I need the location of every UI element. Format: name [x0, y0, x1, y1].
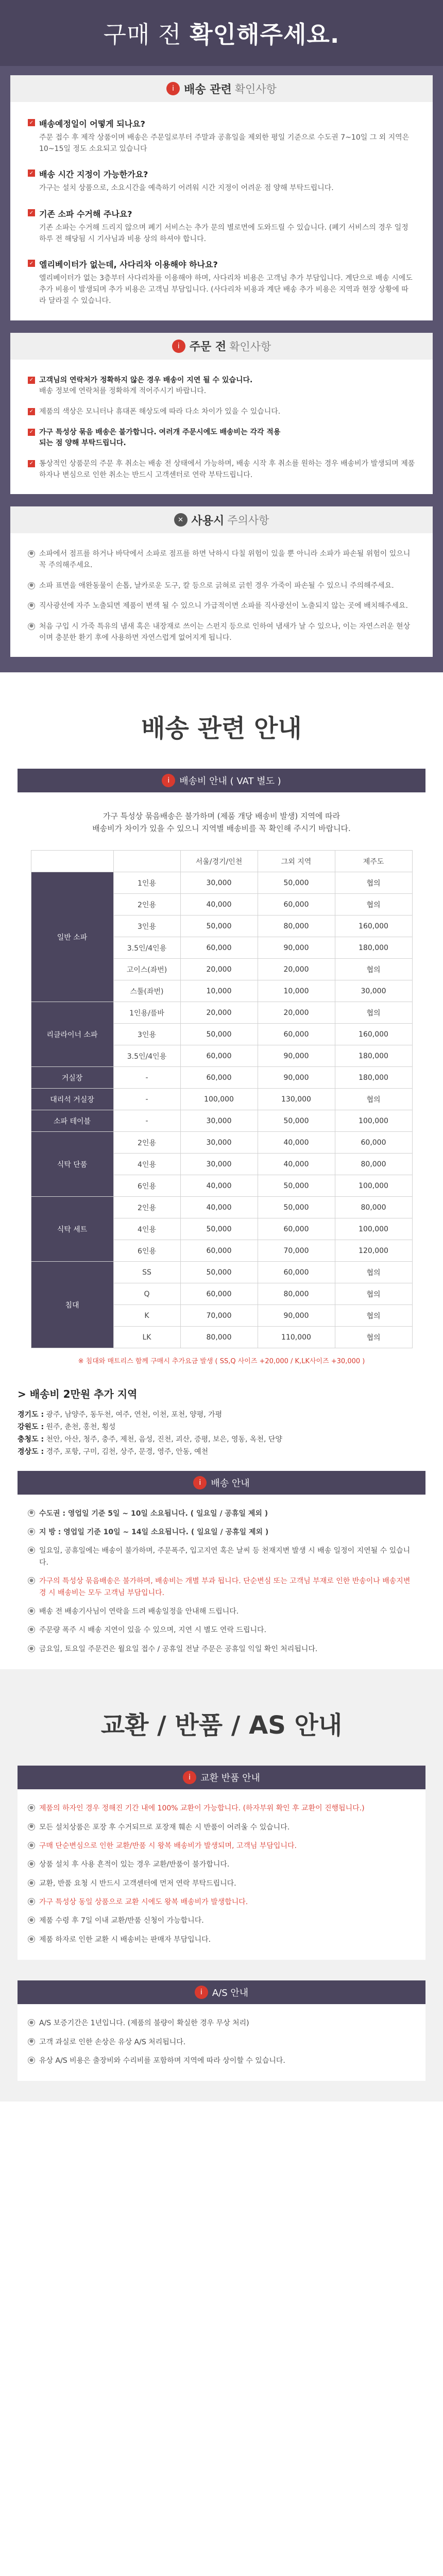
fee-cell: 60,000: [180, 1283, 258, 1305]
size-cell: 2인용: [113, 1132, 180, 1154]
bullet-icon: ●: [28, 582, 35, 589]
size-cell: 6인용: [113, 1175, 180, 1197]
category-cell: 대리석 거실장: [31, 1089, 113, 1110]
ship-line: ● 주문량 폭주 시 배송 지연이 있을 수 있으며, 지연 시 별도 연락 드립니다.: [28, 1624, 415, 1636]
return-section-title: 교환 / 반품 / AS 안내: [0, 1669, 443, 1766]
fee-bar: i 배송비 안내 ( VAT 별도 ): [18, 769, 425, 792]
fee-cell: 70,000: [180, 1305, 258, 1327]
table-row: [31, 1262, 412, 1283]
bullet-icon: ●: [28, 2019, 35, 2026]
return-line: ● 제품 수령 후 7일 이내 교환/반품 신청이 가능합니다.: [28, 1915, 415, 1926]
bullet-icon: ●: [28, 1804, 35, 1811]
delivery-card-body: [10, 102, 433, 320]
fee-cell: 180,000: [335, 937, 412, 959]
fee-cell: 180,000: [335, 1045, 412, 1067]
fee-cell: 50,000: [258, 1110, 335, 1132]
fee-cell: 90,000: [258, 1045, 335, 1067]
ship-line: ● 수도권 : 영업일 기준 5일 ~ 10일 소요됩니다. ( 일요일 / 공휴일 제외 ): [28, 1508, 415, 1519]
fee-cell: 60,000: [258, 1218, 335, 1240]
caution-item: ● 소파에서 점프를 하거나 바닥에서 소파로 점프를 하면 낙하시 다칠 위험이 있을 뿐 아니라 소파가 파손될 위험이 있으니 꼭 주의해주세요.: [28, 549, 415, 571]
shipping-section-title: 배송 관련 안내: [141, 714, 302, 743]
fee-cell: 협의: [335, 1283, 412, 1305]
size-cell: 3.5인/4인용: [113, 1045, 180, 1067]
fee-cell: 10,000: [180, 980, 258, 1002]
fee-cell: 50,000: [258, 1175, 335, 1197]
fee-cell: 40,000: [258, 1154, 335, 1175]
ship-line: ● 배송 전 배송기사님이 연락을 드려 배송일정을 안내해 드립니다.: [28, 1606, 415, 1617]
ship-line: ● 금요일, 토요일 주문건은 월요일 접수 / 공휴일 전날 주문은 공휴일 익일 확인 처리됩니다.: [28, 1643, 415, 1655]
fee-table: [31, 850, 413, 1348]
table-row: [31, 1110, 412, 1132]
extra-fee-areas: > 배송비 2만원 추가 지역 경기도 : 광주, 남양주, 동두천, 여주, 연천, 이천, 포천, 양평, 가평 강원도 : 원주, 춘천, 홍천, 횡성 충청도 : 천안, 아산, 청주, 충주, 제천, 음성, 진천, 괴산, 증평, 보은, 영동, 옥천, 단양 경상도 : 경주, 포항, 구미, 김천, 상주, 문경, 영주, 안동, 예천: [18, 1381, 425, 1470]
table-row: [31, 1067, 412, 1089]
fee-cell: 40,000: [258, 1132, 335, 1154]
fee-cell: 30,000: [180, 1132, 258, 1154]
fee-cell: 30,000: [180, 872, 258, 894]
size-cell: -: [113, 1067, 180, 1089]
table-row: [31, 872, 412, 894]
size-cell: 3.5인/4인용: [113, 937, 180, 959]
check-icon: ✓: [28, 119, 35, 126]
size-cell: -: [113, 1089, 180, 1110]
bullet-icon: ●: [28, 1607, 35, 1615]
category-cell: 거실장: [31, 1067, 113, 1089]
fee-cell: 90,000: [258, 1067, 335, 1089]
bullet-icon: ●: [28, 550, 35, 557]
as-info: [18, 2004, 425, 2081]
as-bar: i A/S 안내: [18, 1980, 425, 2004]
notice-item: ✓ 가구 특성상 묶음 배송은 불가합니다. 여러개 주문시에도 배송비는 각각 적용 되는 점 양해 부탁드립니다.: [28, 427, 415, 449]
bullet-icon: ●: [28, 1917, 35, 1924]
fee-cell: 80,000: [258, 916, 335, 937]
category-cell: 식탁 세트: [31, 1197, 113, 1262]
size-cell: Q: [113, 1283, 180, 1305]
fee-cell: 협의: [335, 1002, 412, 1024]
fee-cell: 20,000: [180, 1002, 258, 1024]
fee-cell: 50,000: [180, 1024, 258, 1045]
info-icon: i: [166, 82, 180, 95]
fee-cell: 80,000: [335, 1154, 412, 1175]
as-line: ● A/S 보증기간은 1년입니다. (제품의 불량이 확실한 경우 무상 처리): [28, 2018, 415, 2029]
fee-cell: 협의: [335, 1262, 412, 1283]
bullet-icon: ●: [28, 1823, 35, 1831]
bullet-icon: ●: [28, 2038, 35, 2045]
fee-cell: 160,000: [335, 1024, 412, 1045]
check-icon: ✓: [28, 209, 35, 216]
fee-cell: 협의: [335, 1305, 412, 1327]
faq-item: ✓ 배송예정일이 어떻게 되나요? 주문 접수 후 제작 상품이며 배송은 주문일로부터 주말과 공휴일을 제외한 평일 기준으로 수도권 7~10일 그 외 지역은 10~15일 정도 소요되고 있습니다: [28, 117, 415, 155]
caution-item: ● 소파 표면을 애완동물이 손톱, 날카로운 도구, 칼 등으로 긁혀로 긁힌 경우 가죽이 파손될 수 있으니 주의해주세요.: [28, 581, 415, 592]
return-line: ● 교환, 반품 요청 시 반드시 고객센터에 먼저 연락 부탁드립니다.: [28, 1878, 415, 1889]
size-cell: 4인용: [113, 1154, 180, 1175]
fee-cell: 협의: [335, 959, 412, 980]
bullet-icon: ●: [28, 1936, 35, 1943]
fee-cell: 110,000: [258, 1327, 335, 1348]
faq-item: ✓ 기존 소파 수거해 주나요? 기존 소파는 수거해 드리지 않으며 폐기 서비스는 추가 문의 별로면에 도와드릴 수 있습니다. (폐기 서비스의 경우 일정 하루 전 해당됨 시 기사님과 비용 상의 하셔야 합니다.: [28, 208, 415, 245]
use-card-body: [10, 533, 433, 657]
fee-cell: 100,000: [180, 1089, 258, 1110]
info-icon: i: [195, 1986, 208, 1999]
fee-cell: 100,000: [335, 1175, 412, 1197]
category-cell: 침대: [31, 1262, 113, 1348]
size-cell: 1인용/플바: [113, 1002, 180, 1024]
size-cell: SS: [113, 1262, 180, 1283]
fee-cell: 30,000: [180, 1154, 258, 1175]
fee-cell: 60,000: [258, 1024, 335, 1045]
close-icon: ✕: [174, 513, 188, 527]
fee-cell: 20,000: [180, 959, 258, 980]
bullet-icon: ●: [28, 623, 35, 630]
return-line: ● 가구 특성상 동일 상품으로 교환 시에도 왕복 배송비가 발생합니다.: [28, 1896, 415, 1908]
fee-cell: 40,000: [180, 894, 258, 916]
table-row: [31, 1089, 412, 1110]
fee-cell: 60,000: [258, 894, 335, 916]
category-cell: 일반 소파: [31, 872, 113, 1002]
fee-cell: 160,000: [335, 916, 412, 937]
size-cell: -: [113, 1110, 180, 1132]
ship-line: ● 가구의 특성상 묶음배송은 불가하며, 배송비는 개별 부과 됩니다. 단순변심 또는 고객님 부재로 인한 반송이나 배송지변경 시 배송비는 모두 고객님 부담입니다.: [28, 1575, 415, 1599]
fee-cell: 130,000: [258, 1089, 335, 1110]
bullet-icon: ●: [28, 602, 35, 609]
shipping-section: [0, 769, 443, 1669]
fee-cell: 60,000: [335, 1132, 412, 1154]
notice-item: ✓ 통상적인 상품문의 주문 후 취소는 배송 전 상태에서 가능하며, 배송 시작 후 취소를 원하는 경우 배송비가 발생되며 제품 하자나 변심으로 인한 취소는 반드시 고객센터로 연락 부탁드립니다.: [28, 459, 415, 481]
fee-cell: 협의: [335, 1089, 412, 1110]
faq-item: ✓ 엘리베이터가 없는데, 사다리차 이용해야 하나요? 엘리베이터가 없는 3층부터 사다리차를 이용해야 하며, 사다리차 비용은 고객님 추가 부담입니다. 계단으로 배송 시에도 추가 비용이 발생되며 추가 비용은 고객님 부담입니다. (사다리차 비용과 계단 배송 추가 비용은 지역과 현장 상황에 따라 달라질 수 있습니다.: [28, 258, 415, 307]
fee-cell: 180,000: [335, 1067, 412, 1089]
return-bar: i 교환 반품 안내: [18, 1766, 425, 1789]
fee-cell: 60,000: [180, 937, 258, 959]
fee-cell: 30,000: [335, 980, 412, 1002]
hero-title: 구매 전 확인해주세요.: [103, 21, 340, 48]
table-row: [31, 1002, 412, 1024]
size-cell: LK: [113, 1327, 180, 1348]
table-header-row: 서울/경기/인천 그외 지역 제주도: [31, 851, 412, 872]
return-line: ● 구매 단순변심으로 인한 교환/반품 시 왕복 배송비가 발생되며, 고객님 부담입니다.: [28, 1840, 415, 1852]
faq-item: ✓ 배송 시간 지정이 가능한가요? 가구는 설치 상품으로, 소요시간을 예측하기 어려워 시간 지정이 어려운 점 양해 부탁드립니다.: [28, 168, 415, 194]
fee-cell: 40,000: [180, 1175, 258, 1197]
fee-cell: 90,000: [258, 937, 335, 959]
size-cell: 1인용: [113, 872, 180, 894]
fee-cell: 120,000: [335, 1240, 412, 1262]
info-icon: i: [162, 774, 175, 787]
fee-cell: 80,000: [180, 1327, 258, 1348]
fee-cell: 협의: [335, 872, 412, 894]
fee-cell: 100,000: [335, 1110, 412, 1132]
fee-cell: 50,000: [180, 916, 258, 937]
fee-cell: 80,000: [258, 1283, 335, 1305]
return-line: ● 상품 설치 후 사용 흔적이 있는 경우 교환/반품이 불가합니다.: [28, 1859, 415, 1870]
fee-cell: 60,000: [180, 1240, 258, 1262]
bullet-icon: ●: [28, 1842, 35, 1849]
fee-cell: 20,000: [258, 959, 335, 980]
fee-cell: 10,000: [258, 980, 335, 1002]
bullet-icon: ●: [28, 1577, 35, 1584]
table-row: [31, 1197, 412, 1218]
fee-cell: 90,000: [258, 1305, 335, 1327]
notice-item: ✓ 제품의 색상은 모니터나 휴대폰 해상도에 따라 다소 차이가 있을 수 있습니다.: [28, 406, 415, 418]
fee-cell: 60,000: [180, 1045, 258, 1067]
ship-line: ● 지 방 : 영업일 기준 10일 ~ 14일 소요됩니다. ( 일요일 / 공휴일 제외 ): [28, 1527, 415, 1538]
bullet-icon: ●: [28, 1898, 35, 1905]
notice-item: ✓ 고객님의 연락처가 정확하지 않은 경우 배송이 지연 될 수 있습니다. 배송 정보에 연락처를 정확하게 적어주시기 바랍니다.: [28, 375, 415, 397]
as-line: ● 고객 과실로 인한 손상은 유상 A/S 처리됩니다.: [28, 2037, 415, 2048]
use-card: [10, 506, 433, 657]
size-cell: K: [113, 1305, 180, 1327]
info-icon: i: [172, 340, 185, 353]
area-line: 충청도 : 천안, 아산, 청주, 충주, 제천, 음성, 진천, 괴산, 증평, 보은, 영동, 옥천, 단양: [18, 1435, 282, 1444]
size-cell: 4인용: [113, 1218, 180, 1240]
fee-cell: 20,000: [258, 1002, 335, 1024]
ship-info: [18, 1495, 425, 1670]
fee-cell: 50,000: [258, 872, 335, 894]
check-icon: ✓: [28, 170, 35, 177]
size-cell: 3인용: [113, 916, 180, 937]
caution-item: ● 처음 구입 시 가죽 특유의 냄새 혹은 내장재로 쓰이는 스펀지 등으로 인하여 냄새가 날 수 있으나, 이는 자연스러운 현상이며 충분한 환기 후에 사용하면 자연스럽게 없어지게 됩니다.: [28, 621, 415, 643]
bullet-icon: ●: [28, 1645, 35, 1652]
area-line: 강원도 : 원주, 춘천, 홍천, 횡성: [18, 1423, 116, 1432]
check-icon: ✓: [28, 260, 35, 267]
info-icon: i: [183, 1771, 196, 1784]
category-cell: 리클라이너 소파: [31, 1002, 113, 1067]
order-card-header: i 주문 전 확인사항: [10, 333, 433, 360]
table-row: [31, 1132, 412, 1154]
return-info: [18, 1789, 425, 1960]
bullet-icon: ●: [28, 1510, 35, 1517]
info-icon: i: [193, 1476, 207, 1489]
order-card-body: [10, 360, 433, 495]
use-card-header: ✕ 사용시 주의사항: [10, 506, 433, 533]
return-line: ● 제품 하자로 인한 교환 시 배송비는 판매자 부담입니다.: [28, 1934, 415, 1945]
bullet-icon: ●: [28, 1860, 35, 1868]
order-card: [10, 333, 433, 495]
return-section: [0, 1766, 443, 2102]
area-line: 경기도 : 광주, 남양주, 동두천, 여주, 연천, 이천, 포천, 양평, 가평: [18, 1411, 223, 1419]
check-icon: ✓: [28, 408, 35, 415]
size-cell: 2인용: [113, 894, 180, 916]
bullet-icon: ●: [28, 1528, 35, 1535]
fee-cell: 70,000: [258, 1240, 335, 1262]
hero-banner: [0, 0, 443, 66]
size-cell: 3인용: [113, 1024, 180, 1045]
fee-cell: 협의: [335, 894, 412, 916]
category-cell: 식탁 단품: [31, 1132, 113, 1197]
fee-cell: 협의: [335, 1327, 412, 1348]
fee-intro: 가구 특성상 묶음배송은 불가하며 (제품 개당 배송비 발생) 지역에 따라 배송비가 차이가 있을 수 있으니 지역별 배송비를 꼭 확인해 주시기 바랍니다.: [92, 811, 351, 834]
delivery-card-header: i 배송 관련 확인사항: [10, 75, 433, 102]
table-note: ※ 침대와 매트리스 함께 구매시 추가요금 발생 ( SS,Q 사이즈 +20,000 / K,LK사이즈 +30,000 ): [78, 1358, 365, 1366]
ship-line: ● 일요일, 공휴일에는 배송이 불가하며, 주문폭주, 입고지연 혹은 날씨 등 천재지변 발생 시 배송 일정이 지연될 수 있습니다.: [28, 1545, 415, 1568]
bullet-icon: ●: [28, 1547, 35, 1554]
notice-band: [0, 66, 443, 672]
fee-cell: 80,000: [335, 1197, 412, 1218]
delivery-card: [10, 75, 433, 320]
caution-item: ● 직사광선에 자주 노출되면 제품이 변색 될 수 있으니 가급적이면 소파를 직사광선이 노출되지 않는 곳에 배치해주세요.: [28, 601, 415, 612]
bullet-icon: ●: [28, 1626, 35, 1633]
fee-cell: 60,000: [258, 1262, 335, 1283]
return-line: ● 제품의 하자인 경우 정해진 기간 내에 100% 교환이 가능합니다. (하자부위 확인 후 교환이 진행됩니다.): [28, 1803, 415, 1814]
category-cell: 소파 테이블: [31, 1110, 113, 1132]
check-icon: ✓: [28, 377, 35, 384]
size-cell: 2인용: [113, 1197, 180, 1218]
bullet-icon: ●: [28, 1879, 35, 1887]
fee-cell: 100,000: [335, 1218, 412, 1240]
ship-bar: i 배송 안내: [18, 1471, 425, 1495]
as-line: ● 유상 A/S 비용은 출장비와 수리비를 포함하며 지역에 따라 상이할 수 있습니다.: [28, 2055, 415, 2066]
check-icon: ✓: [28, 460, 35, 467]
size-cell: 고이스(좌번): [113, 959, 180, 980]
area-line: 경상도 : 경주, 포항, 구미, 김천, 상주, 문경, 영주, 안동, 예천: [18, 1447, 209, 1456]
fee-cell: 50,000: [258, 1197, 335, 1218]
size-cell: 스툴(좌번): [113, 980, 180, 1002]
fee-cell: 40,000: [180, 1197, 258, 1218]
fee-cell: 50,000: [180, 1262, 258, 1283]
return-line: ● 모든 설치상품은 포장 후 수거되므로 포장재 훼손 시 반품이 어려울 수 있습니다.: [28, 1822, 415, 1833]
check-icon: ✓: [28, 429, 35, 436]
fee-cell: 60,000: [180, 1067, 258, 1089]
bullet-icon: ●: [28, 2057, 35, 2064]
fee-cell: 50,000: [180, 1218, 258, 1240]
size-cell: 6인용: [113, 1240, 180, 1262]
fee-cell: 30,000: [180, 1110, 258, 1132]
